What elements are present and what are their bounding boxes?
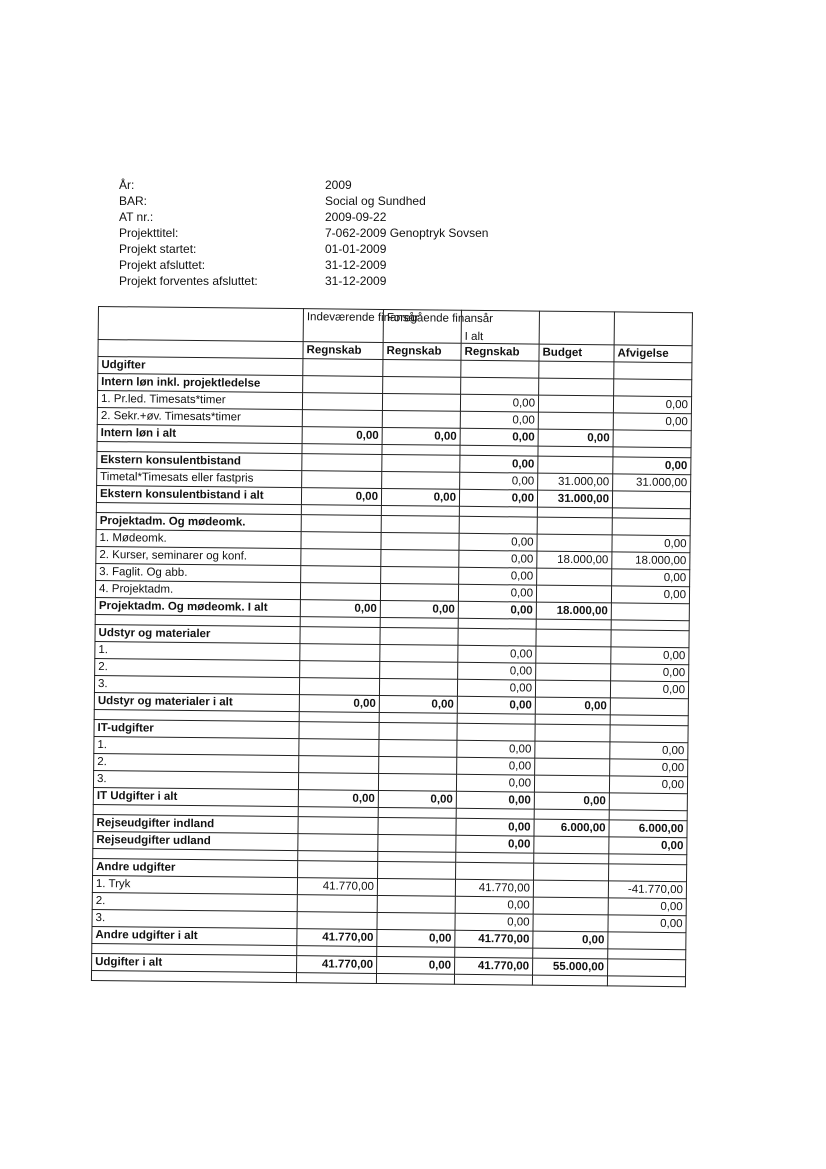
value-cell bbox=[303, 359, 383, 377]
info-value: 31-12-2009 bbox=[325, 258, 387, 272]
row-label-cell: 1. bbox=[95, 641, 300, 660]
header-cell: Indeværende finansår bbox=[303, 309, 383, 343]
value-cell: 0,00 bbox=[459, 489, 537, 507]
value-cell: 0,00 bbox=[301, 488, 381, 506]
value-cell bbox=[381, 566, 459, 584]
row-label-cell: IT-udgifter bbox=[94, 719, 299, 738]
row-label-cell: 3. bbox=[93, 770, 298, 789]
row-label-cell: Ekstern konsulentbistand i alt bbox=[96, 485, 301, 504]
value-cell: 0,00 bbox=[299, 695, 379, 713]
value-cell bbox=[535, 724, 610, 742]
value-cell bbox=[380, 644, 458, 662]
value-cell bbox=[537, 517, 612, 535]
value-cell bbox=[614, 379, 692, 397]
value-cell: 0,00 bbox=[611, 586, 689, 604]
value-cell: 0,00 bbox=[613, 396, 691, 414]
value-cell: 0,00 bbox=[535, 697, 610, 715]
info-label: AT nr.: bbox=[119, 210, 154, 224]
value-cell: 0,00 bbox=[608, 898, 686, 916]
subheader-cell: Regnskab bbox=[303, 342, 383, 360]
row-label-cell bbox=[91, 970, 296, 982]
value-cell: 0,00 bbox=[534, 792, 609, 810]
value-cell bbox=[532, 975, 607, 986]
row-label-cell: Udstyr og materialer i alt bbox=[94, 692, 299, 711]
value-cell bbox=[534, 863, 609, 881]
value-cell bbox=[608, 932, 686, 950]
value-cell: 0,00 bbox=[610, 681, 688, 699]
info-value: Social og Sundhed bbox=[325, 194, 426, 208]
info-label: Projekt forventes afsluttet: bbox=[119, 274, 258, 288]
value-cell: 0,00 bbox=[456, 774, 534, 792]
value-cell bbox=[303, 376, 383, 394]
value-cell: 0,00 bbox=[457, 740, 535, 758]
value-cell bbox=[377, 895, 455, 913]
value-cell: 0,00 bbox=[302, 427, 382, 445]
info-row bbox=[119, 257, 539, 273]
value-cell bbox=[379, 756, 457, 774]
value-cell bbox=[613, 430, 691, 448]
subheader-cell: Budget bbox=[539, 344, 614, 362]
subheader-cell: Afvigelse bbox=[614, 345, 692, 363]
value-cell bbox=[383, 376, 461, 394]
row-label-cell: Udstyr og materialer bbox=[95, 624, 300, 643]
row-label-cell: Rejseudgifter udland bbox=[93, 831, 298, 850]
value-cell: 41.770,00 bbox=[455, 879, 533, 897]
row-label-cell: 1. bbox=[94, 736, 299, 755]
value-cell bbox=[535, 680, 610, 698]
info-value: 31-12-2009 bbox=[325, 274, 387, 288]
value-cell: 0,00 bbox=[460, 411, 538, 429]
value-cell bbox=[378, 817, 456, 835]
value-cell bbox=[538, 395, 613, 413]
value-cell: 31.000,00 bbox=[613, 474, 691, 492]
value-cell bbox=[538, 456, 613, 474]
value-cell bbox=[608, 959, 686, 977]
value-cell: 0,00 bbox=[456, 791, 534, 809]
value-cell bbox=[377, 878, 455, 896]
row-label-cell: IT Udgifter i alt bbox=[93, 787, 298, 806]
value-cell: 0,00 bbox=[457, 696, 535, 714]
value-cell bbox=[456, 862, 534, 880]
row-label-cell: Projektadm. Og mødeomk. bbox=[96, 512, 301, 531]
value-cell bbox=[381, 532, 459, 550]
value-cell bbox=[612, 491, 690, 509]
subheader-cell bbox=[98, 340, 303, 359]
value-cell: 0,00 bbox=[377, 929, 455, 947]
info-label: År: bbox=[119, 178, 135, 192]
value-cell bbox=[610, 698, 688, 716]
info-row bbox=[119, 273, 539, 289]
value-cell bbox=[300, 583, 380, 601]
value-cell: 0,00 bbox=[377, 956, 455, 974]
value-cell bbox=[380, 583, 458, 601]
value-cell: 0,00 bbox=[459, 533, 537, 551]
budget-rows bbox=[91, 357, 692, 987]
value-cell bbox=[376, 973, 454, 984]
value-cell: 6.000,00 bbox=[609, 820, 687, 838]
value-cell bbox=[535, 758, 610, 776]
value-cell bbox=[383, 359, 461, 377]
value-cell bbox=[537, 568, 612, 586]
value-cell: 0,00 bbox=[458, 645, 536, 663]
value-cell: 0,00 bbox=[609, 776, 687, 794]
row-label-cell: Intern løn i alt bbox=[97, 424, 302, 443]
value-cell bbox=[302, 471, 382, 489]
budget-sheet bbox=[91, 306, 692, 987]
value-cell: 0,00 bbox=[300, 600, 380, 618]
value-cell bbox=[379, 739, 457, 757]
value-cell: 0,00 bbox=[382, 427, 460, 445]
value-cell bbox=[299, 678, 379, 696]
row-label-cell: 1. Tryk bbox=[92, 875, 297, 894]
value-cell bbox=[298, 817, 378, 835]
row-label-cell: Projektadm. Og mødeomk. I alt bbox=[95, 597, 300, 616]
value-cell: 0,00 bbox=[381, 488, 459, 506]
value-cell bbox=[458, 628, 536, 646]
value-cell bbox=[300, 661, 380, 679]
info-row bbox=[119, 225, 539, 241]
row-label-cell: 1. Pr.led. Timesats*timer bbox=[97, 391, 302, 410]
value-cell: 0,00 bbox=[459, 567, 537, 585]
value-cell bbox=[378, 773, 456, 791]
value-cell: 0,00 bbox=[613, 413, 691, 431]
value-cell: 41.770,00 bbox=[297, 878, 377, 896]
info-value: 7-062-2009 Genoptryk Sovsen bbox=[325, 226, 489, 240]
value-cell: 0,00 bbox=[459, 550, 537, 568]
value-cell bbox=[459, 516, 537, 534]
value-cell bbox=[533, 897, 608, 915]
value-cell bbox=[302, 393, 382, 411]
value-cell: 55.000,00 bbox=[533, 958, 608, 976]
info-row bbox=[119, 193, 539, 209]
value-cell bbox=[379, 678, 457, 696]
value-cell bbox=[536, 646, 611, 664]
value-cell bbox=[537, 534, 612, 552]
value-cell: 0,00 bbox=[533, 931, 608, 949]
value-cell: 41.770,00 bbox=[455, 930, 533, 948]
value-cell bbox=[377, 912, 455, 930]
value-cell bbox=[382, 471, 460, 489]
value-cell bbox=[381, 549, 459, 567]
value-cell: 0,00 bbox=[611, 664, 689, 682]
header-cell bbox=[98, 307, 303, 342]
value-cell bbox=[297, 912, 377, 930]
value-cell bbox=[301, 549, 381, 567]
value-cell: 18.000,00 bbox=[537, 551, 612, 569]
value-cell bbox=[533, 880, 608, 898]
row-label-cell: Udgifter bbox=[98, 357, 303, 376]
value-cell bbox=[300, 644, 380, 662]
value-cell bbox=[461, 377, 539, 395]
value-cell bbox=[298, 834, 378, 852]
value-cell bbox=[382, 393, 460, 411]
row-label-cell: 4. Projektadm. bbox=[95, 580, 300, 599]
value-cell bbox=[382, 410, 460, 428]
value-cell: 0,00 bbox=[458, 584, 536, 602]
value-cell: 31.000,00 bbox=[538, 473, 613, 491]
value-cell bbox=[454, 974, 532, 985]
value-cell: 0,00 bbox=[455, 913, 533, 931]
project-info bbox=[119, 177, 539, 289]
value-cell bbox=[536, 629, 611, 647]
value-cell bbox=[538, 412, 613, 430]
value-cell bbox=[534, 775, 609, 793]
row-label-cell: 2. bbox=[94, 753, 299, 772]
value-cell: 0,00 bbox=[456, 835, 534, 853]
info-label: Projekttitel: bbox=[119, 226, 179, 240]
info-value: 2009 bbox=[325, 178, 352, 192]
row-label-cell: 2. bbox=[95, 658, 300, 677]
value-cell bbox=[300, 627, 380, 645]
value-cell bbox=[302, 454, 382, 472]
value-cell bbox=[457, 723, 535, 741]
value-cell: 6.000,00 bbox=[534, 819, 609, 837]
row-label-cell: Intern løn inkl. projektledelse bbox=[98, 374, 303, 393]
value-cell: 41.770,00 bbox=[455, 957, 533, 975]
value-cell: 0,00 bbox=[460, 472, 538, 490]
value-cell bbox=[612, 518, 690, 536]
value-cell bbox=[299, 739, 379, 757]
value-cell bbox=[380, 661, 458, 679]
info-row bbox=[119, 177, 539, 193]
value-cell bbox=[380, 627, 458, 645]
value-cell bbox=[614, 362, 692, 380]
value-cell bbox=[378, 834, 456, 852]
value-cell: 0,00 bbox=[457, 757, 535, 775]
value-cell bbox=[299, 756, 379, 774]
value-cell: -41.770,00 bbox=[608, 881, 686, 899]
value-cell bbox=[607, 976, 685, 987]
row-label-cell: Andre udgifter bbox=[93, 858, 298, 877]
value-cell bbox=[461, 360, 539, 378]
value-cell: 0,00 bbox=[460, 394, 538, 412]
value-cell: 0,00 bbox=[610, 759, 688, 777]
value-cell bbox=[297, 895, 377, 913]
value-cell: 41.770,00 bbox=[297, 956, 377, 974]
row-label-cell: 1. Mødeomk. bbox=[96, 529, 301, 548]
value-cell bbox=[298, 773, 378, 791]
row-label-cell: Andre udgifter i alt bbox=[92, 926, 297, 945]
value-cell: 0,00 bbox=[612, 569, 690, 587]
value-cell: 0,00 bbox=[612, 535, 690, 553]
value-cell: 0,00 bbox=[613, 457, 691, 475]
value-cell bbox=[533, 914, 608, 932]
subheader-cell: Regnskab bbox=[383, 342, 461, 360]
info-label: Projekt afsluttet: bbox=[119, 258, 206, 272]
value-cell bbox=[298, 861, 378, 879]
value-cell bbox=[610, 725, 688, 743]
value-cell: 0,00 bbox=[611, 647, 689, 665]
row-label-cell: 3. Faglit. Og abb. bbox=[96, 563, 301, 582]
value-cell: 0,00 bbox=[298, 790, 378, 808]
value-cell bbox=[611, 603, 689, 621]
value-cell: 0,00 bbox=[460, 455, 538, 473]
value-cell bbox=[535, 741, 610, 759]
value-cell: 0,00 bbox=[538, 429, 613, 447]
value-cell bbox=[378, 861, 456, 879]
value-cell: 0,00 bbox=[610, 742, 688, 760]
value-cell: 41.770,00 bbox=[297, 929, 377, 947]
value-cell bbox=[539, 361, 614, 379]
value-cell bbox=[379, 722, 457, 740]
value-cell: 0,00 bbox=[458, 662, 536, 680]
value-cell bbox=[536, 663, 611, 681]
info-row bbox=[119, 241, 539, 257]
row-label-cell: Ekstern konsulentbistand bbox=[97, 451, 302, 470]
info-value: 2009-09-22 bbox=[325, 210, 387, 224]
value-cell bbox=[609, 793, 687, 811]
row-label-cell: 3. bbox=[92, 909, 297, 928]
value-cell bbox=[301, 566, 381, 584]
value-cell bbox=[381, 515, 459, 533]
info-row bbox=[119, 209, 539, 225]
value-cell bbox=[611, 630, 689, 648]
value-cell: 0,00 bbox=[455, 896, 533, 914]
value-cell: 0,00 bbox=[460, 428, 538, 446]
value-cell: 18.000,00 bbox=[536, 602, 611, 620]
row-label-cell: 2. Kurser, seminarer og konf. bbox=[96, 546, 301, 565]
header-cell: I alt bbox=[461, 310, 539, 344]
row-label-cell: Udgifter i alt bbox=[92, 953, 297, 972]
value-cell: 0,00 bbox=[609, 837, 687, 855]
value-cell: 0,00 bbox=[457, 679, 535, 697]
value-cell bbox=[301, 515, 381, 533]
value-cell bbox=[382, 454, 460, 472]
row-label-cell: Rejseudgifter indland bbox=[93, 814, 298, 833]
header-cell: Foregående finansår bbox=[383, 309, 461, 343]
value-cell: 0,00 bbox=[380, 600, 458, 618]
value-cell bbox=[536, 585, 611, 603]
info-label: Projekt startet: bbox=[119, 242, 197, 256]
value-cell bbox=[296, 973, 376, 984]
value-cell bbox=[299, 722, 379, 740]
info-value: 01-01-2009 bbox=[325, 242, 387, 256]
value-cell bbox=[301, 532, 381, 550]
row-label-cell: 2. bbox=[92, 892, 297, 911]
row-label-cell: 2. Sekr.+øv. Timesats*timer bbox=[97, 407, 302, 426]
value-cell: 18.000,00 bbox=[612, 552, 690, 570]
value-cell bbox=[302, 410, 382, 428]
value-cell: 0,00 bbox=[379, 695, 457, 713]
subheader-cell: Regnskab bbox=[461, 343, 539, 361]
budget-table bbox=[91, 306, 693, 987]
value-cell bbox=[534, 836, 609, 854]
row-label-cell: Timetal*Timesats eller fastpris bbox=[97, 468, 302, 487]
value-cell bbox=[539, 378, 614, 396]
value-cell: 0,00 bbox=[608, 915, 686, 933]
header-cell bbox=[614, 312, 692, 346]
value-cell bbox=[609, 864, 687, 882]
value-cell: 0,00 bbox=[458, 601, 536, 619]
value-cell: 31.000,00 bbox=[537, 490, 612, 508]
info-label: BAR: bbox=[119, 194, 148, 208]
header-cell bbox=[539, 311, 614, 345]
value-cell: 0,00 bbox=[456, 818, 534, 836]
row-label-cell: 3. bbox=[94, 675, 299, 694]
value-cell: 0,00 bbox=[378, 790, 456, 808]
